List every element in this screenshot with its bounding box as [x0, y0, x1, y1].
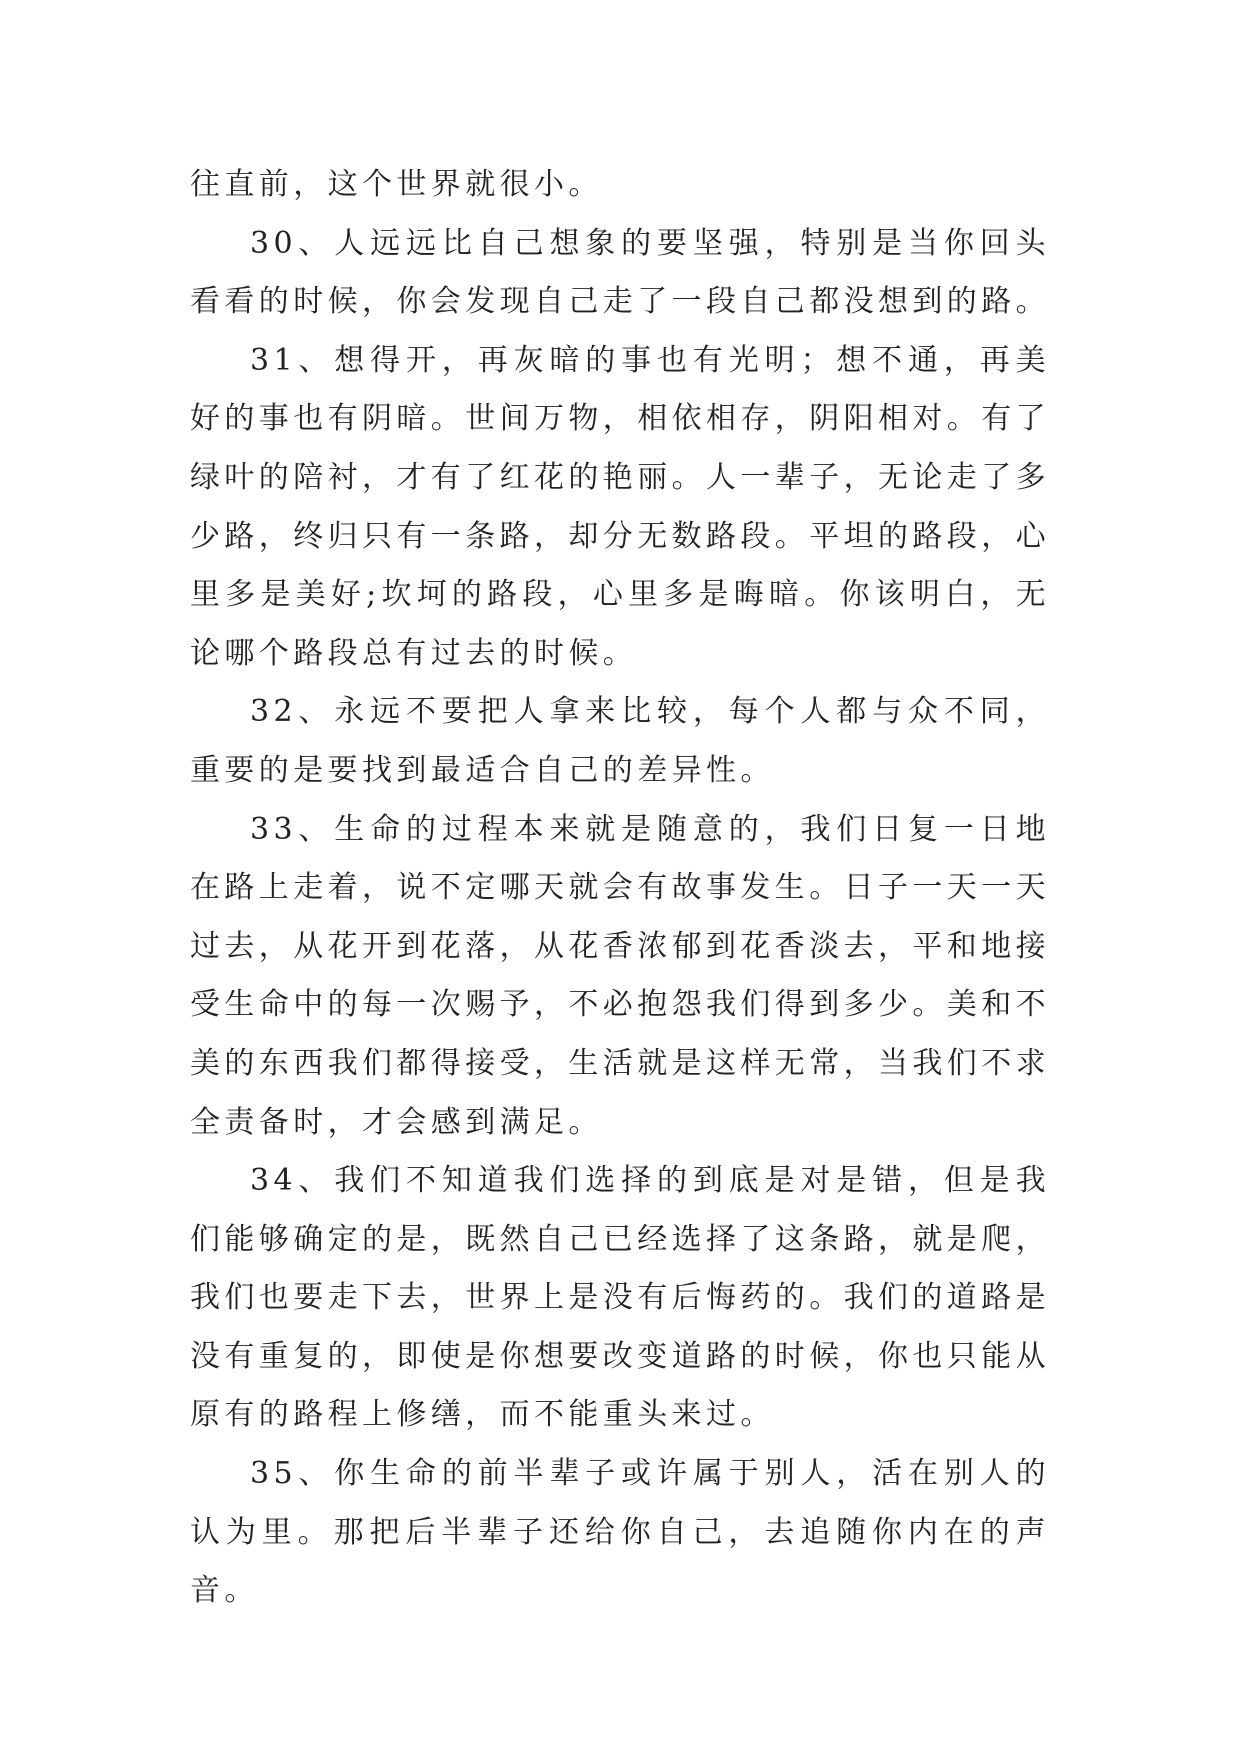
paragraph-32: 32、永远不要把人拿来比较，每个人都与众不同，重要的是要找到最适合自己的差异性。	[190, 694, 1050, 788]
paragraph-34: 34、我们不知道我们选择的到底是对是错，但是我们能够确定的是，既然自己已经选择了这条路，就是爬，我们也要走下去，世界上是没有后悔药的。我们的道路是没有重复的，即使是你想要改变道路的时候，你也只能从原有的路程上修缮，而不能重头来过。	[190, 1163, 1050, 1433]
paragraph-33: 33、生命的过程本来就是随意的，我们日复一日地在路上走着，说不定哪天就会有故事发生。日子一天一天过去，从花开到花落，从花香浓郁到花香淡去，平和地接受生命中的每一次赐予，不必抱怨我们得到多少。美和不美的东西我们都得接受，生活就是这样无常，当我们不求全责备时，才会感到满足。	[190, 811, 1050, 1140]
paragraph-31: 31、想得开，再灰暗的事也有光明；想不通，再美好的事也有阴暗。世间万物，相依相存，阴阳相对。有了绿叶的陪衬，才有了红花的艳丽。人一辈子，无论走了多少路，终归只有一条路，却分无数路段。平坦的路段，心里多是美好;坎坷的路段，心里多是晦暗。你该明白，无论哪个路段总有过去的时候。	[190, 342, 1050, 671]
document-body	[190, 156, 1050, 1621]
paragraph-continuation: 往直前，这个世界就很小。	[190, 167, 603, 202]
paragraph-30: 30、人远远比自己想象的要坚强，特别是当你回头看看的时候，你会发现自己走了一段自己都没想到的路。	[190, 225, 1050, 320]
paragraph-35: 35、你生命的前半辈子或许属于别人，活在别人的认为里。那把后半辈子还给你自己，去追随你内在的声音。	[190, 1456, 1050, 1609]
